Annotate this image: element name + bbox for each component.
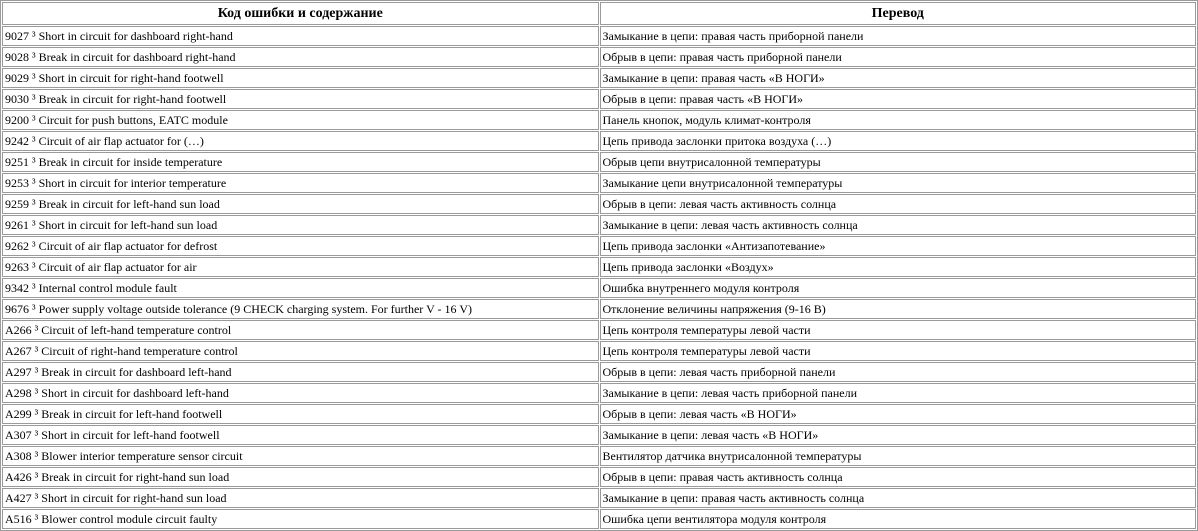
error-code-cell: 9030 ³ Break in circuit for right-hand footwell xyxy=(2,89,599,109)
table-row xyxy=(2,362,1196,382)
table-row xyxy=(2,278,1196,298)
error-code-cell: A267 ³ Circuit of right-hand temperature control xyxy=(2,341,599,361)
error-code-cell: A307 ³ Short in circuit for left-hand footwell xyxy=(2,425,599,445)
translation-cell: Обрыв в цепи: правая часть «В НОГИ» xyxy=(600,89,1197,109)
table-row xyxy=(2,467,1196,487)
error-code-cell: 9253 ³ Short in circuit for interior temperature xyxy=(2,173,599,193)
translation-cell: Обрыв в цепи: левая часть приборной панели xyxy=(600,362,1197,382)
translation-cell: Цепь контроля температуры левой части xyxy=(600,320,1197,340)
translation-cell: Обрыв в цепи: левая часть «В НОГИ» xyxy=(600,404,1197,424)
table-row xyxy=(2,26,1196,46)
table-row xyxy=(2,488,1196,508)
translation-cell: Обрыв цепи внутрисалонной температуры xyxy=(600,152,1197,172)
translation-cell: Замыкание в цепи: правая часть активность солнца xyxy=(600,488,1197,508)
error-code-cell: A266 ³ Circuit of left-hand temperature control xyxy=(2,320,599,340)
error-code-cell: A427 ³ Short in circuit for right-hand sun load xyxy=(2,488,599,508)
translation-cell: Цепь привода заслонки «Антизапотевание» xyxy=(600,236,1197,256)
error-code-cell: 9259 ³ Break in circuit for left-hand sun load xyxy=(2,194,599,214)
translation-cell: Замыкание в цепи: левая часть приборной панели xyxy=(600,383,1197,403)
table-row xyxy=(2,383,1196,403)
translation-cell: Обрыв в цепи: правая часть приборной панели xyxy=(600,47,1197,67)
error-code-cell: 9263 ³ Circuit of air flap actuator for air xyxy=(2,257,599,277)
table-body xyxy=(2,26,1196,529)
translation-cell: Замыкание в цепи: левая часть активность солнца xyxy=(600,215,1197,235)
error-code-cell: 9676 ³ Power supply voltage outside tolerance (9 CHECK charging system. For further V - 16 V) xyxy=(2,299,599,319)
translation-cell: Панель кнопок, модуль климат-контроля xyxy=(600,110,1197,130)
error-code-cell: 9262 ³ Circuit of air flap actuator for defrost xyxy=(2,236,599,256)
table-row xyxy=(2,110,1196,130)
translation-cell: Вентилятор датчика внутрисалонной температуры xyxy=(600,446,1197,466)
error-code-cell: 9029 ³ Short in circuit for right-hand footwell xyxy=(2,68,599,88)
table-row xyxy=(2,173,1196,193)
translation-cell: Цепь контроля температуры левой части xyxy=(600,341,1197,361)
error-code-cell: A516 ³ Blower control module circuit faulty xyxy=(2,509,599,529)
table-row xyxy=(2,152,1196,172)
table-row xyxy=(2,68,1196,88)
error-code-cell: 9251 ³ Break in circuit for inside temperature xyxy=(2,152,599,172)
table-header-row xyxy=(2,2,1196,25)
table-row xyxy=(2,341,1196,361)
translation-cell: Ошибка цепи вентилятора модуля контроля xyxy=(600,509,1197,529)
error-code-cell: A299 ³ Break in circuit for left-hand footwell xyxy=(2,404,599,424)
translation-cell: Замыкание в цепи: правая часть «В НОГИ» xyxy=(600,68,1197,88)
translation-cell: Замыкание цепи внутрисалонной температуры xyxy=(600,173,1197,193)
table-row xyxy=(2,47,1196,67)
translation-cell: Замыкание в цепи: правая часть приборной панели xyxy=(600,26,1197,46)
table-row xyxy=(2,320,1196,340)
table-row xyxy=(2,509,1196,529)
error-code-cell: 9200 ³ Circuit for push buttons, EATC module xyxy=(2,110,599,130)
error-code-cell: A426 ³ Break in circuit for right-hand sun load xyxy=(2,467,599,487)
header-translation: Перевод xyxy=(600,2,1197,25)
table-row xyxy=(2,236,1196,256)
error-code-cell: 9261 ³ Short in circuit for left-hand sun load xyxy=(2,215,599,235)
table-row xyxy=(2,89,1196,109)
header-code-content: Код ошибки и содержание xyxy=(2,2,599,25)
error-code-cell: 9342 ³ Internal control module fault xyxy=(2,278,599,298)
table-row xyxy=(2,404,1196,424)
table-row xyxy=(2,194,1196,214)
table-row xyxy=(2,446,1196,466)
error-code-cell: A297 ³ Break in circuit for dashboard left-hand xyxy=(2,362,599,382)
translation-cell: Замыкание в цепи: левая часть «В НОГИ» xyxy=(600,425,1197,445)
error-code-cell: 9028 ³ Break in circuit for dashboard right-hand xyxy=(2,47,599,67)
translation-cell: Цепь привода заслонки притока воздуха (…) xyxy=(600,131,1197,151)
translation-cell: Обрыв в цепи: левая часть активность солнца xyxy=(600,194,1197,214)
translation-cell: Цепь привода заслонки «Воздух» xyxy=(600,257,1197,277)
error-code-cell: A308 ³ Blower interior temperature sensor circuit xyxy=(2,446,599,466)
table-row xyxy=(2,131,1196,151)
error-code-cell: 9242 ³ Circuit of air flap actuator for (…) xyxy=(2,131,599,151)
translation-cell: Обрыв в цепи: правая часть активность солнца xyxy=(600,467,1197,487)
table-row xyxy=(2,257,1196,277)
table-row xyxy=(2,215,1196,235)
error-code-cell: A298 ³ Short in circuit for dashboard left-hand xyxy=(2,383,599,403)
table-row xyxy=(2,299,1196,319)
table-row xyxy=(2,425,1196,445)
translation-cell: Ошибка внутреннего модуля контроля xyxy=(600,278,1197,298)
translation-cell: Отклонение величины напряжения (9-16 В) xyxy=(600,299,1197,319)
error-code-cell: 9027 ³ Short in circuit for dashboard right-hand xyxy=(2,26,599,46)
